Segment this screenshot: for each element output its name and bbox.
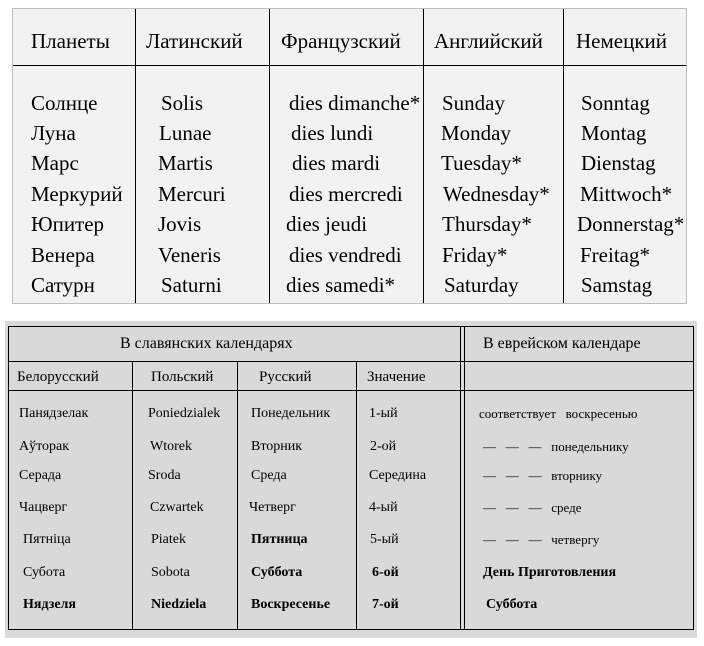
table-cell: Friday* [442,243,508,267]
header-russian: Русский [259,369,312,385]
table-cell: dies jeudi [286,212,368,236]
table-cell: Sroda [148,468,181,483]
table-cell: Четверг [249,500,296,515]
column-divider [460,326,461,630]
slavic-jewish-calendar-table [5,321,697,638]
table-cell: Saturni [161,273,222,297]
table-cell: Sonntag [581,91,650,115]
table-cell: 4-ый [369,500,398,515]
table-cell: 1-ый [369,406,398,421]
header-german: Немецкий [576,29,668,53]
table-cell: Солнце [31,91,98,115]
column-divider [356,361,357,630]
table-cell: Lunae [159,121,212,145]
table-cell: Субота [23,565,66,580]
header-slavic-calendars: В славянских календарях [120,335,293,352]
table-cell: Сатурн [31,273,95,297]
table-cell: dies mardi [292,151,381,175]
table-cell: Solis [161,91,204,115]
table-cell: dies samedi* [286,273,396,297]
header-jewish-calendar: В еврейском календаре [483,335,641,352]
table-cell: Dienstag [581,151,656,175]
table-cell: Wednesday* [443,182,550,206]
table-cell: — — — понедельнику [483,439,629,454]
table-cell: dies lundi [291,121,374,145]
table-cell: Меркурий [31,182,123,206]
table-cell: Sunday [442,91,505,115]
table-cell: 7-ой [372,597,399,612]
table-cell: Марс [31,151,79,175]
table-cell: dies vendredi [289,243,402,267]
column-divider [563,9,564,303]
table-cell: Sobota [151,565,190,580]
column-divider [237,361,238,630]
table-cell: Jovis [158,212,202,236]
column-divider [135,9,136,303]
table-cell: Воскресенье [251,597,331,612]
table-cell: Аўторак [19,439,70,454]
header-latin: Латинский [146,29,243,53]
table-cell: Veneris [158,243,221,267]
planet-weekday-table [12,8,687,304]
column-divider [269,9,270,303]
header-english: Английский [434,29,543,53]
header-planets: Планеты [31,29,110,53]
header-french: Французский [281,29,401,53]
table-cell: соответствует воскресенью [479,406,638,421]
table-cell: Юпитер [31,212,105,236]
table-cell: Czwartek [150,500,204,515]
header-belarusian: Белорусский [17,369,99,385]
table-cell: Нядзеля [23,597,76,612]
table-cell: Понедельник [251,406,331,421]
table-cell: Mercuri [158,182,226,206]
table-cell: Суббота [251,565,303,580]
table-cell: Середина [369,468,427,483]
table-cell: Среда [251,468,287,483]
table-cell: — — — вторнику [483,468,603,483]
table-cell: Серада [19,468,62,483]
table-cell: Панядзелак [19,406,89,421]
table-cell: — — — среде [483,500,582,515]
header-polish: Польский [151,369,214,385]
table-cell: 5-ый [370,532,399,547]
table-cell: Луна [31,121,76,145]
table-cell: Monday [441,121,511,145]
table-cell: Wtorek [150,439,192,454]
table-cell: Вторник [251,439,303,454]
table-cell: Montag [581,121,647,145]
table-cell: 2-ой [370,439,397,454]
table-cell: Tuesday* [441,151,522,175]
table-cell: — — — четвергу [483,532,600,547]
table-cell: День Приготовления [483,565,617,580]
row-divider [8,361,694,362]
column-divider [132,361,133,630]
table-cell: Венера [31,243,95,267]
table-cell: Poniedzialek [148,406,221,421]
table-cell: Freitag* [580,243,650,267]
table-cell: Thursday* [442,212,532,236]
column-divider [423,9,424,303]
table-cell: Mittwoch* [580,182,673,206]
header-divider [13,65,686,66]
table-cell: dies dimanche* [289,91,421,115]
table-cell: Пятница [251,532,308,547]
table-cell: Piatek [151,532,186,547]
table-cell: Samstag [581,273,653,297]
table-cell: dies mercredi [289,182,403,206]
table-cell: Donnerstag* [577,212,685,236]
table-cell: Чацверг [19,500,68,515]
table-cell: Пятніца [23,532,71,547]
header-meaning: Значение [367,369,426,385]
table-cell: Niedziela [151,597,207,612]
table-cell: Martis [158,151,213,175]
row-divider [8,390,694,391]
table-cell: 6-ой [372,565,399,580]
table-cell: Суббота [486,597,538,612]
table-cell: Saturday [444,273,519,297]
column-divider [464,326,465,630]
